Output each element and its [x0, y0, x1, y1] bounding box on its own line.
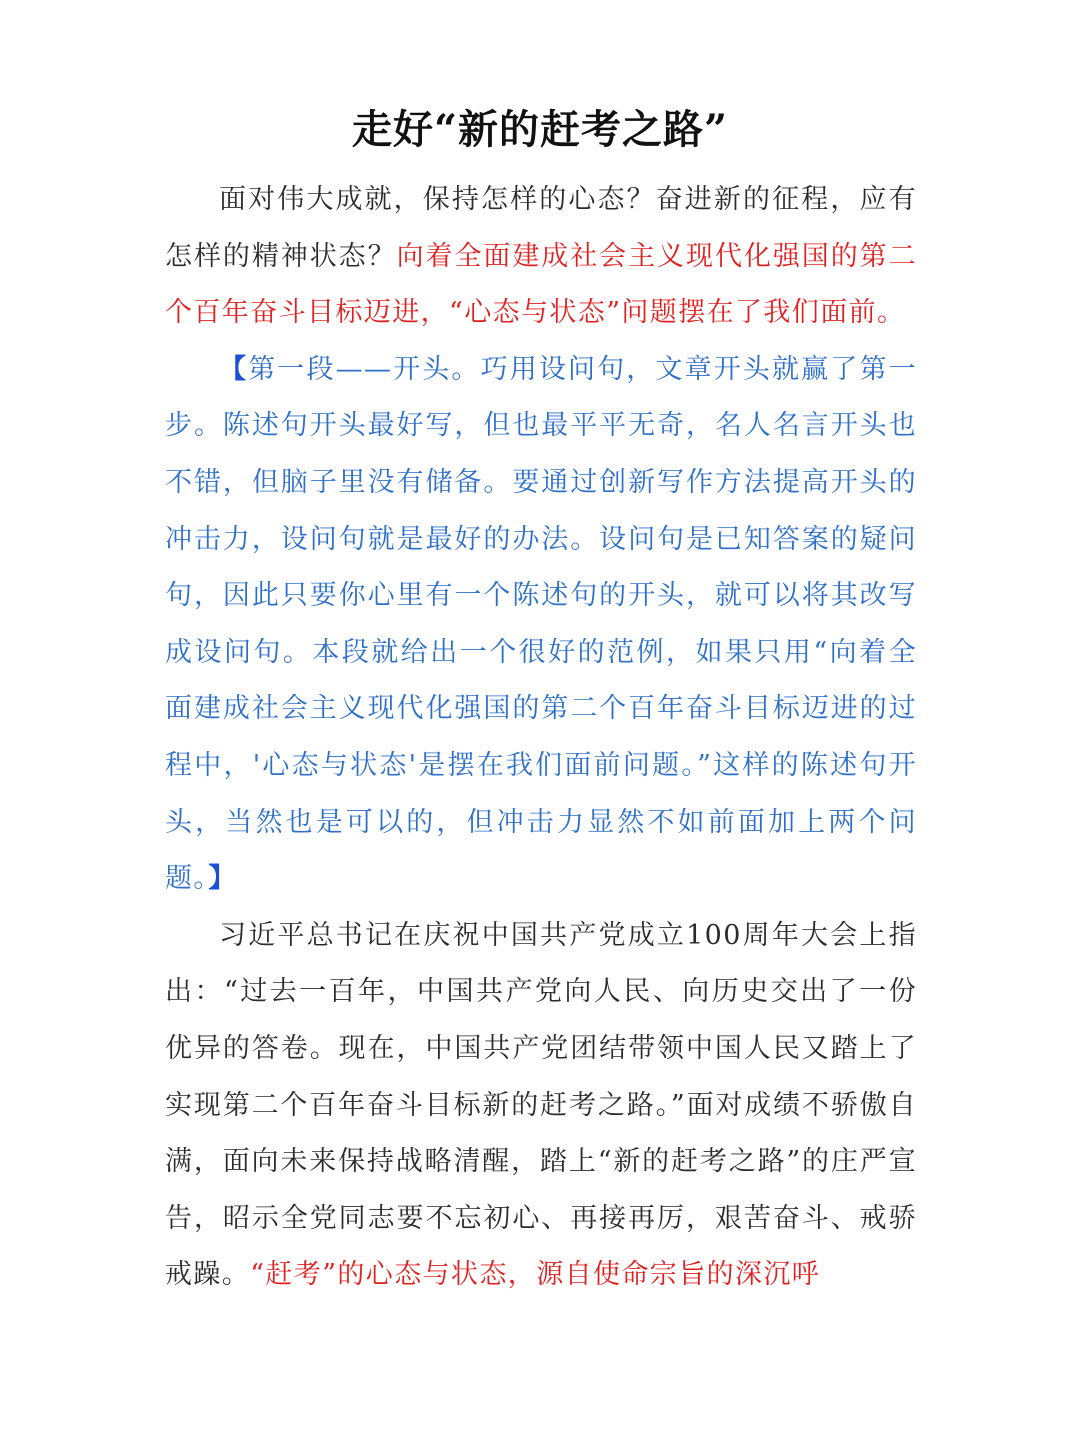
paragraph-quote [165, 908, 917, 1304]
paragraph-intro-highlight: 向着全面建成社会主义现代化强国的第二个百年奋斗目标迈进，“心态与状态”问题摆在了我们面前。 [165, 240, 918, 329]
paragraph-intro [165, 172, 917, 342]
paragraph-intro-text: 面对伟大成就，保持怎样的心态？奋进新的征程，应有怎样的精神状态？ [165, 184, 917, 272]
article-title: 走好“新的赶考之路” [351, 106, 728, 153]
paragraph-quote-highlight: “赶考”的心态与状态，源自使命宗旨的深沉呼 [250, 1259, 821, 1291]
annotation-open-bracket: 【 [219, 353, 249, 385]
article-body [165, 172, 917, 1304]
annotation-text: 第一段——开头。巧用设问句，文章开头就赢了第一步。陈述句开头最好写，但也最平平无奇，名人名言开头也不错，但脑子里没有储备。要通过创新写作方法提高开头的冲击力，设问句就是最好的办法。设问句是已知答案的疑问句，因此只要你心里有一个陈述句的开头，就可以将其改写成设问句。本段就给出一个很好的范例，如果只用“向着全面建成社会主义现代化强国的第二个百年奋斗目标迈进的过程中，'心态与状态'是摆在我们面前问题。”这样的陈述句开头，当然也是可以的，但冲击力显然不如前面加上两个问题。 [165, 353, 918, 895]
paragraph-quote-text: 习近平总书记在庆祝中国共产党成立100周年大会上指出：“过去一百年，中国共产党向人民、向历史交出了一份优异的答卷。现在，中国共产党团结带领中国人民又踏上了实现第二个百年奋斗目标新的赶考之路。”面对成绩不骄傲自满，面向未来保持战略清醒，踏上“新的赶考之路”的庄严宣告，昭示全党同志要不忘初心、再接再厉，艰苦奋斗、戒骄戒躁。 [165, 919, 917, 1291]
annotation-note [165, 342, 917, 908]
annotation-close-bracket: 】 [208, 863, 237, 895]
